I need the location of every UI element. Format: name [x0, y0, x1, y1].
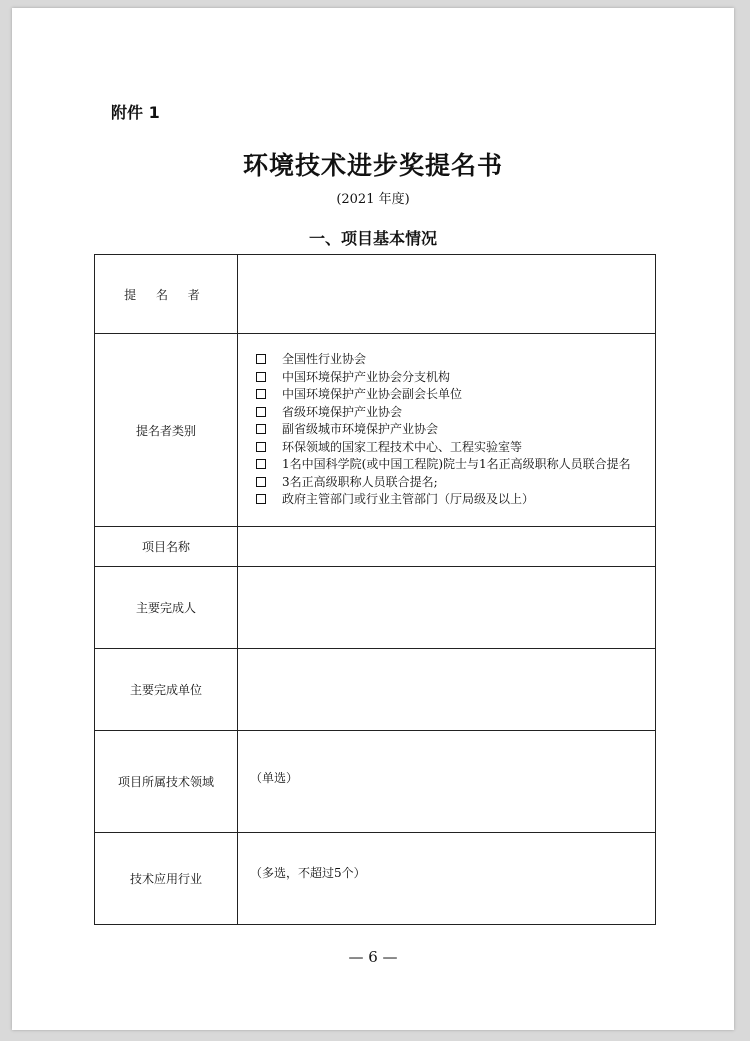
main-contributors-field[interactable] [238, 567, 656, 649]
tech-field-hint: （单选） [250, 771, 299, 785]
checkbox-icon[interactable] [256, 477, 266, 487]
nominator-type-option[interactable] [256, 386, 654, 404]
tech-field-field[interactable] [238, 731, 656, 833]
row-tech-field [95, 731, 656, 833]
nominator-type-option[interactable] [256, 439, 654, 457]
option-label: 副省级城市环境保护产业协会 [282, 422, 439, 437]
document-title: 环境技术进步奖提名书 [242, 151, 503, 180]
checkbox-icon[interactable] [256, 459, 266, 469]
checkbox-icon[interactable] [256, 372, 266, 382]
document-page [12, 8, 734, 1030]
nominator-type-option[interactable] [256, 404, 654, 422]
nominator-type-options [250, 351, 654, 509]
page-number: — 6 — [348, 948, 398, 966]
tech-field-label: 项目所属技术领域 [95, 731, 238, 833]
application-industry-field[interactable] [238, 833, 656, 925]
nominator-field[interactable] [238, 255, 656, 334]
nominator-type-option[interactable] [256, 474, 654, 492]
checkbox-icon[interactable] [256, 407, 266, 417]
option-label: 环保领域的国家工程技术中心、工程实验室等 [282, 439, 523, 454]
checkbox-icon[interactable] [256, 442, 266, 452]
year-subtitle: (2021 年度) [336, 192, 410, 207]
option-label: 中国环境保护产业协会分支机构 [282, 369, 451, 384]
application-industry-label: 技术应用行业 [95, 833, 238, 925]
row-nominator-type [95, 334, 656, 527]
row-main-contributors [95, 567, 656, 649]
nominator-type-option[interactable] [256, 421, 654, 439]
main-contributors-label: 主要完成人 [95, 567, 238, 649]
section-title: 一、项目基本情况 [308, 229, 437, 248]
main-units-field[interactable] [238, 649, 656, 731]
nominator-type-option[interactable] [256, 456, 654, 474]
option-label: 政府主管部门或行业主管部门（厅局级及以上） [282, 492, 535, 507]
nominator-type-option[interactable] [256, 369, 654, 387]
option-label: 省级环境保护产业协会 [282, 404, 403, 419]
option-label: 1名中国科学院(或中国工程院)院士与1名正高级职称人员联合提名 [282, 457, 631, 472]
attachment-label: 附件 1 [111, 103, 160, 122]
basic-info-table [94, 254, 656, 925]
option-label: 3名正高级职称人员联合提名; [282, 474, 438, 489]
nominator-label: 提 名 者 [95, 255, 238, 334]
option-label: 中国环境保护产业协会副会长单位 [282, 387, 463, 402]
nominator-type-options-cell [238, 334, 656, 527]
main-units-label: 主要完成单位 [95, 649, 238, 731]
project-name-label: 项目名称 [95, 527, 238, 567]
nominator-type-label: 提名者类别 [95, 334, 238, 527]
checkbox-icon[interactable] [256, 424, 266, 434]
row-nominator [95, 255, 656, 334]
checkbox-icon[interactable] [256, 389, 266, 399]
application-industry-hint: （多选，不超过5个） [250, 866, 366, 880]
option-label: 全国性行业协会 [282, 352, 367, 367]
row-main-units [95, 649, 656, 731]
nominator-type-option[interactable] [256, 491, 654, 509]
row-application-industry [95, 833, 656, 925]
row-project-name [95, 527, 656, 567]
nominator-type-option[interactable] [256, 351, 654, 369]
checkbox-icon[interactable] [256, 354, 266, 364]
checkbox-icon[interactable] [256, 494, 266, 504]
project-name-field[interactable] [238, 527, 656, 567]
